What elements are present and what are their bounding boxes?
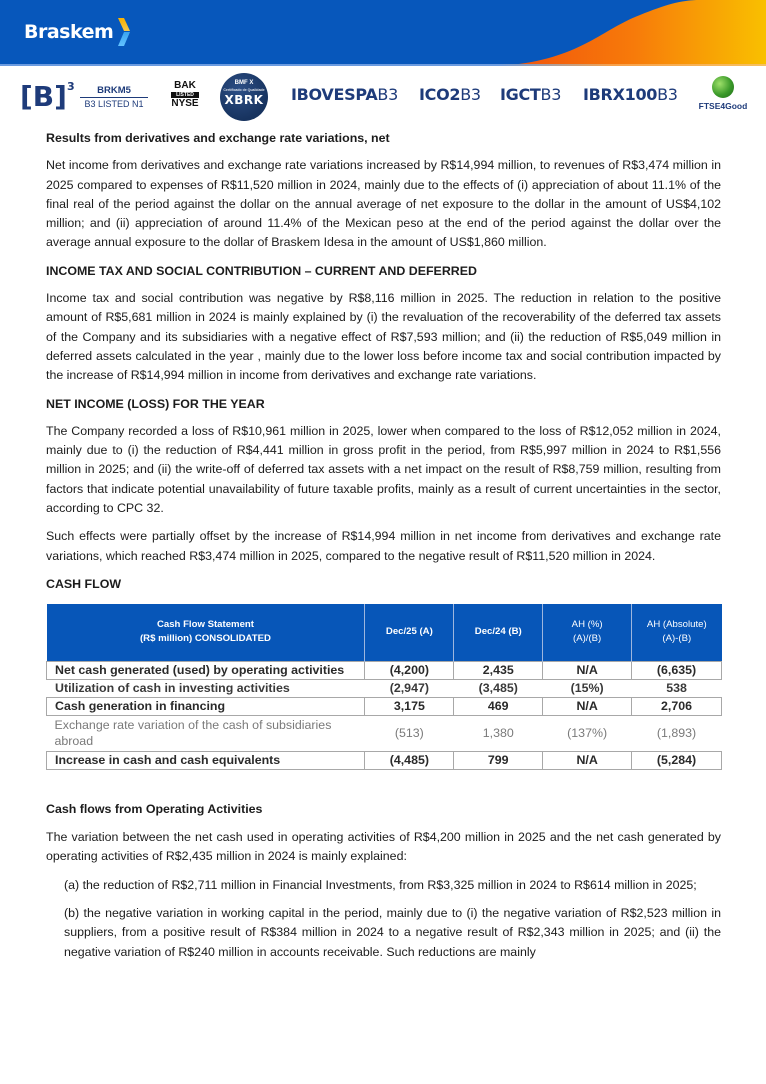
cell-ah-pct: (15%) [543, 679, 632, 697]
listing-logos [0, 68, 766, 120]
xbrk-badge [220, 73, 268, 121]
cell-ah-abs: 538 [632, 679, 722, 697]
paragraph-net-income-1: The Company recorded a loss of R$10,961 million in 2025, lower when compared to the loss of R$12,052 million in 2024, mainly due to (i) the reduction of R$4,441 million in gross profit in the period, from R$5,997 million in 2024 to R$1,556 million in 2025; and (ii) the write-off of deferred tax assets with a net impact on the result of R$8,759 million, resulting from factors that indicate potential unavailability of future taxable profits, mainly as a result of current uncertainties in the sector, according to CPC 32. [46, 423, 721, 516]
cell-dec24: 2,435 [454, 661, 543, 679]
xbrk-subtitle: Certificado de Qualidade [223, 88, 265, 92]
brkm5-logo [80, 85, 148, 110]
cell-dec24: (3,485) [454, 679, 543, 697]
section-title-income-tax: INCOME TAX AND SOCIAL CONTRIBUTION – CURRENT AND DEFERRED [46, 263, 477, 278]
paragraph-income-tax: Income tax and social contribution was negative by R$8,116 million in 2025. The reduction in relation to the positive amount of R$5,681 million in 2024 is mainly explained by (i) the revaluation of the recoverability of the deferred tax assets of the Company and its subsidiaries with a negative effect of R$7,593 million; and (ii) the reduction of R$5,049 million in deferred assets calculated in the year , mainly due to the lower loss before income tax and social contribution impacted by the increase of R$14,994 million in income from derivatives and exchange rate variations. [46, 291, 721, 383]
cell-dec25: (4,485) [365, 751, 454, 769]
col-header-ah-abs-line1: AH (Absolute) [646, 619, 707, 631]
xbrk-label: XBRK [224, 93, 264, 107]
cell-dec24: 469 [454, 697, 543, 715]
col-header-dec25-label: Dec/25 (A) [385, 626, 433, 638]
ftse4good-label: FTSE4Good [698, 101, 748, 111]
cell-ah-pct: (137%) [567, 726, 608, 741]
b3-letter: B [32, 80, 55, 113]
ico2-logo [419, 85, 481, 104]
section-title-cash-flow: CASH FLOW [46, 576, 122, 591]
cell-ah-pct: N/A [543, 751, 632, 769]
table-row [47, 679, 722, 697]
globe-icon [712, 76, 734, 98]
col-header-statement-line1: Cash Flow Statement [156, 619, 254, 631]
ibovespa-logo [291, 85, 398, 104]
cell-dec25: 3,175 [365, 697, 454, 715]
cell-ah-pct: N/A [543, 661, 632, 679]
igct-bold: IGCT [500, 85, 541, 104]
cell-dec25: (4,200) [365, 661, 454, 679]
igct-b3: B3 [540, 85, 562, 104]
ibrx100-logo [583, 85, 678, 104]
cell-dec25: (513) [394, 726, 424, 741]
row-label: Cash generation in financing [47, 697, 365, 715]
bak-listed: LISTED [171, 92, 199, 98]
cell-ah-pct: N/A [543, 697, 632, 715]
paragraph-derivatives: Net income from derivatives and exchange rate variations increased by R$14,994 million, to revenues of R$3,474 million in 2025 compared to expenses of R$11,520 million in 2024, mainly due to the effects of (i) appreciation of about 11.1% of the final real of the period against the dollar on the annual average of net exposure to the dollar in the amount of US$4,102 million; and (ii) appreciation of around 11.4% of the Mexican peso at the end of the period against the dollar over the average annual exposure to the dollar of Braskem Idesa in the amount of US$1,860 million. [46, 158, 721, 250]
xbrk-top-text: BMF X [234, 80, 254, 86]
igct-logo [500, 85, 561, 104]
b3-superscript: 3 [66, 79, 75, 93]
col-header-ah-abs-line2: (A)-(B) [662, 633, 692, 645]
col-header-dec24 [454, 604, 543, 661]
list-item-a: (a) the reduction of R$2,711 million in Financial Investments, from R$3,325 million in 2024 to R$614 million in 2025; [64, 877, 697, 892]
ftse4good-logo [692, 76, 754, 111]
cell-ah-abs: (6,635) [632, 661, 722, 679]
header-banner [0, 0, 766, 66]
section-title-operating: Cash flows from Operating Activities [46, 801, 263, 816]
col-header-dec25 [365, 604, 454, 661]
banner-underline [0, 64, 766, 66]
nyse-bak-logo [171, 81, 199, 109]
col-header-ah-pct [543, 604, 632, 661]
list-item-b: (b) the negative variation in working capital in the period, mainly due to (i) the negative variation of R$2,523 million in suppliers, from a positive result of R$384 million in 2024 to a negative result of R$2,343 million in 2025; and (ii) the negative variation of R$240 million in accounts receivable. Such reductions are mainly [64, 905, 721, 959]
cash-flow-table [46, 604, 722, 770]
section-title-net-income: NET INCOME (LOSS) FOR THE YEAR [46, 396, 265, 411]
table-header-row [47, 604, 722, 661]
bak-exchange: NYSE [171, 98, 199, 109]
ibrx100-bold: IBRX100 [583, 85, 658, 104]
paragraph-operating-intro: The variation between the net cash used in operating activities of R$4,200 million in 2025 and the net cash generated by operating activities of R$2,435 million in 2024 is mainly explained: [46, 830, 721, 864]
cell-dec24: 1,380 [482, 726, 514, 741]
col-header-statement-line2: (R$ million) CONSOLIDATED [139, 633, 271, 645]
ico2-b3: B3 [460, 85, 481, 104]
cell-ah-abs: (1,893) [656, 726, 697, 741]
table-row [47, 697, 722, 715]
paragraph-net-income-2: Such effects were partially offset by the increase of R$14,994 million in net income from derivatives and exchange rate variations, which reached R$3,474 million in 2025, compared to the negative result of R$11,520 million in 2024. [46, 529, 721, 563]
col-header-statement [47, 604, 365, 661]
bak-ticker: BAK [174, 80, 196, 91]
col-header-ah-abs [632, 604, 722, 661]
ibovespa-bold: IBOVESPA [291, 85, 378, 104]
braskem-chevron-icon [117, 17, 131, 47]
ico2-bold: ICO2 [419, 85, 461, 104]
brand-name: Braskem [24, 21, 114, 43]
document-body [46, 127, 721, 962]
ibrx100-b3: B3 [657, 85, 678, 104]
brkm5-listing: B3 LISTED N1 [84, 99, 144, 109]
cell-dec25: (2,947) [365, 679, 454, 697]
cell-ah-abs: (5,284) [632, 751, 722, 769]
cell-dec24: 799 [454, 751, 543, 769]
b3-logo: $[B]^3$ [20, 79, 75, 113]
braskem-logo [24, 17, 131, 47]
row-label: Net cash generated (used) by operating activities [47, 661, 365, 679]
table-row [47, 715, 722, 751]
table-row [47, 751, 722, 769]
col-header-dec24-label: Dec/24 (B) [474, 626, 522, 638]
col-header-ah-pct-line1: AH (%) [571, 619, 603, 631]
col-header-ah-pct-line2: (A)/(B) [573, 633, 602, 645]
section-title-derivatives: Results from derivatives and exchange rate variations, net [46, 131, 390, 145]
brkm5-ticker: BRKM5 [80, 85, 148, 98]
table-row [47, 661, 722, 679]
row-label: Exchange rate variation of the cash of subsidiaries abroad [54, 718, 332, 749]
row-label: Utilization of cash in investing activities [47, 679, 365, 697]
row-label: Increase in cash and cash equivalents [47, 751, 365, 769]
ibovespa-b3: B3 [377, 85, 398, 104]
cell-ah-abs: 2,706 [632, 697, 722, 715]
